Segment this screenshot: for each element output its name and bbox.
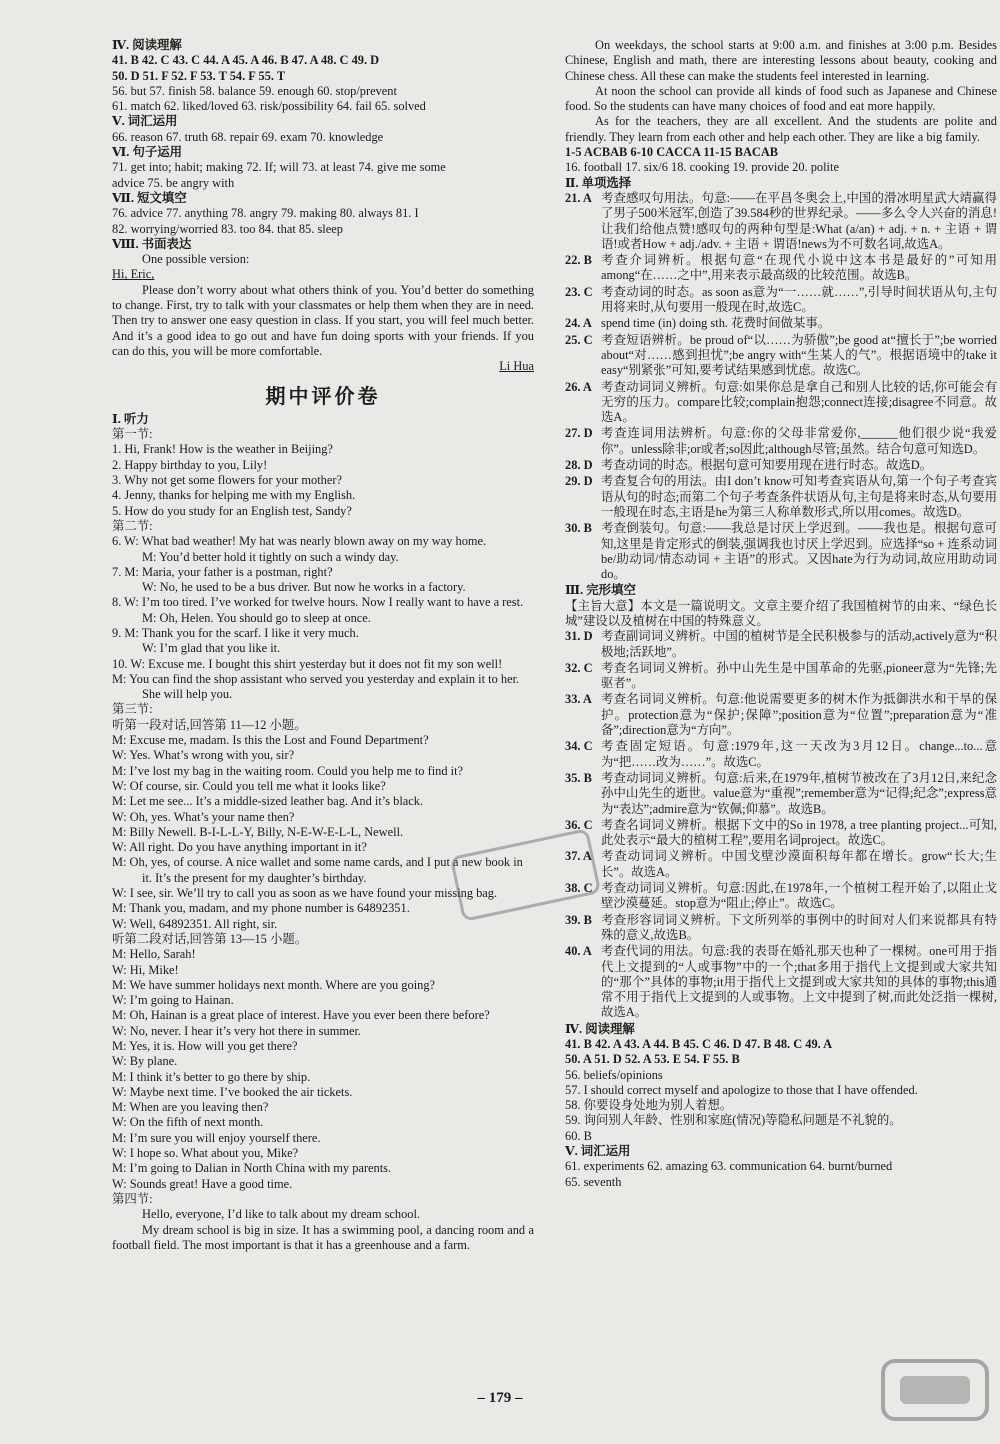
answer-key: 29. D: [565, 474, 593, 489]
transcript-line: M: I think it’s better to go there by ship.: [112, 1069, 311, 1084]
explanation-item: [565, 661, 997, 692]
answer-key-section-bottom: [565, 1022, 997, 1190]
answer-key-section-top: [112, 38, 534, 283]
transcript-line: M: I’ve lost my bag in the waiting room. Could you help me to find it?: [112, 763, 464, 778]
explanation-item: [565, 191, 997, 252]
answer-explanation: 考查感叹句用法。句意:——在平昌冬奥会上,中国的滑冰明星武大靖赢得了男子500米冠军,创造了39.584秒的世界纪录。——多么令人兴奋的消息!让我们给他点赞!感叹句的两种句型是:What (a/an) + adj. + n. + 主语 + 谓语!或者How + adj./adv. + 主语 + 谓语!news为不可数名词,故选A。: [601, 190, 997, 251]
answer-explanation: 考查动词词义辨析。句意:因此,在1978年,一个植树工程开始了,以阻止戈壁沙漠蔓延。stop意为“阻止;停止”。故选C。: [601, 881, 997, 911]
transcript-line: W: I’m going to Hainan.: [112, 993, 234, 1008]
transcript-line: W: I see, sir. We’ll try to call you as soon as we have found your missing bag.: [112, 886, 498, 901]
answer-key: 38. C: [565, 881, 593, 896]
transcript-line: W: Of course, sir. Could you tell me what it looks like?: [112, 778, 386, 793]
answer-explanation: 考查名词词义辨析。根据下文中的So in 1978, a tree planting project...可知,此处表示“最大的植树工程”,要用名词project。故选C。: [601, 817, 997, 848]
answer-key: 23. C: [565, 284, 593, 299]
answer-explanation: 考查形容词词义辨析。下文所列举的事例中的时间对人们来说都具有特殊的意义,故选B。: [601, 912, 997, 942]
answer-line: Ⅵ. 句子运用: [112, 145, 183, 160]
transcript-line: W: I hope so. What about you, Mike?: [112, 1146, 299, 1161]
answer-line: 41. B 42. A 43. A 44. B 45. C 46. D 47. B 48. C 49. A: [565, 1037, 833, 1051]
explanation-item: [565, 818, 997, 849]
transcript-line: 第四节:: [112, 1191, 153, 1206]
explanation-item: [565, 474, 997, 520]
explanation-item: [565, 739, 997, 770]
explanation-item: [565, 913, 997, 944]
explanation-item: [565, 253, 997, 284]
answer-line: 82. worrying/worried 83. too 84. that 85. sleep: [112, 221, 343, 236]
transcript-line: W: Oh, yes. What’s your name then?: [112, 809, 295, 824]
transcript-line: M: Oh, Helen. You should go to sleep at once.: [142, 610, 371, 625]
cloze-explanations: [565, 629, 997, 1020]
transcript-line: W: Yes. What’s wrong with you, sir?: [112, 748, 295, 763]
answer-explanation: 考查倒装句。句意:——我总是讨厌上学迟到。——我也是。根据句意可知,这里是肯定形式的倒装,强调我也讨厌上学迟到。应选择“so + 连系动词be/助动词/情态动词 + 主语”的形式。又因hate为行为动词,故应用助动词do。: [601, 521, 997, 582]
transcript-line: W: By plane.: [112, 1054, 178, 1069]
answer-key: 34. C: [565, 739, 593, 754]
transcript-line: 第二节:: [112, 518, 153, 533]
answer-key: 21. A: [565, 190, 592, 205]
transcript-line: 2. Happy birthday to you, Lily!: [112, 457, 268, 472]
answer-line: 41. B 42. C 43. C 44. A 45. A 46. B 47. A 48. C 49. D: [112, 53, 380, 68]
answer-key: 40. A: [565, 944, 592, 959]
answer-line: Ⅷ. 书面表达: [112, 236, 192, 251]
answer-line: 56. but 57. finish 58. balance 59. enough 60. stop/prevent: [112, 83, 397, 98]
explanation-item: [565, 285, 997, 316]
answer-explanation: 考查动词的时态。根据句意可知要用现在进行时态。故选D。: [601, 458, 933, 473]
answer-line: 50. D 51. F 52. F 53. T 54. F 55. T: [112, 68, 286, 83]
answer-key: 28. D: [565, 458, 593, 473]
transcript-line: M: We have summer holidays next month. Where are you going?: [112, 977, 436, 992]
answer-key: 36. C: [565, 817, 593, 832]
explanation-item: [565, 692, 997, 738]
explanation-item: [565, 380, 997, 426]
dream-school-paragraph: My dream school is big in size. It has a swimming pool, a dancing room and a football field. The most important is that it has a greenhouse and a farm.: [112, 1222, 534, 1252]
answer-line: One possible version:: [142, 252, 250, 267]
answer-line: 65. seventh: [565, 1174, 622, 1189]
explanation-item: [565, 629, 997, 660]
explanation-item: [565, 458, 997, 473]
explanation-item: [565, 316, 997, 331]
transcript-line: W: All right. Do you have anything important in it?: [112, 840, 367, 855]
answer-line: Ⅴ. 词汇运用: [565, 1144, 631, 1159]
answer-line: 57. I should correct myself and apologize to those that I have offended.: [565, 1082, 918, 1097]
listening-transcript: [112, 412, 534, 1223]
answer-explanation: 考查动词词义辨析。句意:后来,在1979年,植树节被改在了3月12日,来纪念孙中山先生的逝世。value意为“重视”;remember意为“记得;纪念”;express意为“表达”;admire意为“钦佩;仰慕”。故选B。: [601, 770, 997, 816]
transcript-line: M: Billy Newell. B-I-L-L-Y, Billy, N-E-W-E-L-L, Newell.: [112, 824, 404, 839]
transcript-line: M: Hello, Sarah!: [112, 947, 196, 962]
answer-key: 27. D: [565, 426, 593, 441]
explanation-item: [565, 849, 997, 880]
answer-line: 50. A 51. D 52. A 53. E 54. F 55. B: [565, 1052, 740, 1067]
answer-line: 60. B: [565, 1128, 592, 1143]
answer-line: 61. experiments 62. amazing 63. communication 64. burnt/burned: [565, 1159, 893, 1174]
answer-line: 76. advice 77. anything 78. angry 79. making 80. always 81. I: [112, 206, 419, 221]
transcript-line: M: Oh, yes, of course. A nice wallet and some name cards, and I put a new book in it. It’s the present for my daughter’s birthday.: [112, 855, 523, 885]
transcript-line: 1. Hi, Frank! How is the weather in Beijing?: [112, 442, 333, 457]
transcript-line: M: I’m going to Dalian in North China with my parents.: [112, 1161, 392, 1176]
left-column: [112, 38, 534, 1253]
answer-key: 32. C: [565, 660, 593, 675]
answer-line: 71. get into; habit; making 72. If; will 73. at least 74. give me some: [112, 160, 446, 175]
transcript-line: 9. M: Thank you for the scarf. I like it very much.: [112, 625, 359, 640]
answer-line: 56. beliefs/opinions: [565, 1067, 663, 1082]
passage-paragraph: As for the teachers, they are all excellent. And the students are polite and friendly. They learn from each other and help each other. They are like a big family.: [565, 114, 997, 144]
transcript-line: M: I’m sure you will enjoy yourself there.: [112, 1130, 321, 1145]
listening-key-line-2: 16. football 17. six/6 18. cooking 19. provide 20. polite: [565, 160, 839, 175]
answer-line: 66. reason 67. truth 68. repair 69. exam 70. knowledge: [112, 129, 384, 144]
answer-explanation: 考查动词词义辨析。句意:如果你总是拿自己和别人比较的话,你可能会有无穷的压力。compare比较;complain抱怨;connect连接;disagree不同意。故选A。: [601, 379, 997, 425]
exam-title: 期中评价卷: [265, 383, 381, 408]
explanation-item: [565, 333, 997, 379]
answer-explanation: 考查短语辨析。be proud of“以……为骄傲”;be good at“擅长于”;be worried about“对……感到担忧”;be angry with“生某人的气”。根据语境中的take it easy“别紧张”可知,要考试结果感到忧虑。故选C。: [601, 332, 997, 378]
letter-signature: Li Hua: [499, 359, 534, 374]
answer-key: 25. C: [565, 332, 593, 347]
right-column: [565, 38, 997, 1190]
transcript-line: 8. W: I’m too tired. I’ve worked for twelve hours. Now I really want to have a rest.: [112, 595, 524, 610]
transcript-line: W: Maybe next time. I’ve booked the air tickets.: [112, 1084, 353, 1099]
transcript-line: Hello, everyone, I’d like to talk about my dream school.: [142, 1207, 421, 1222]
explanation-item: [565, 521, 997, 582]
transcript-line: 听第一段对话,回答第 11—12 小题。: [112, 717, 307, 732]
transcript-line: 6. W: What bad weather! My hat was nearly blown away on my way home.: [112, 534, 487, 549]
cloze-summary: 【主旨大意】本文是一篇说明文。文章主要介绍了我国植树节的由来、“绿色长城”建设以及植树在中国的特殊意义。: [565, 598, 997, 628]
page-number: – 179 –: [477, 1390, 523, 1406]
answer-explanation: 考查名词词义辨析。孙中山先生是中国革命的先驱,pioneer意为“先锋;先驱者”。: [601, 660, 997, 691]
section-heading-single-choice: Ⅱ. 单项选择: [565, 175, 632, 190]
answer-explanation: 考查动词的时态。as soon as意为“一……就……”,引导时间状语从句,主句用将来时,从句要用一般现在时,故选C。: [601, 284, 997, 315]
answer-explanation: 考查连词用法辨析。句意:你的父母非常爱你,______他们很少说“我爱你”。unless除非;or或者;so因此;although尽管;虽然。结合句意可知选D。: [601, 426, 997, 456]
answer-key: 31. D: [565, 629, 593, 644]
transcript-line: M: Yes, it is. How will you get there?: [112, 1039, 298, 1053]
explanation-item: [565, 881, 997, 912]
answer-key: 35. B: [565, 770, 592, 785]
transcript-line: 第三节:: [112, 702, 153, 717]
explanation-item: [565, 426, 997, 457]
section-heading-cloze: Ⅲ. 完形填空: [565, 583, 636, 598]
transcript-line: W: No, he used to be a bus driver. But now he works in a factory.: [142, 580, 466, 595]
transcript-line: W: On the fifth of next month.: [112, 1115, 264, 1130]
passage-paragraph: At noon the school can provide all kinds of food such as Japanese and Chinese food. So the students can have many choices of food and eat more happily.: [565, 83, 997, 114]
transcript-line: M: You’d better hold it tightly on such a windy day.: [142, 549, 399, 564]
explanation-item: [565, 944, 997, 1020]
single-choice-explanations: [565, 191, 997, 582]
passage-paragraph: On weekdays, the school starts at 9:00 a.m. and finishes at 3:00 p.m. Besides Chinese, English and math, there are interesting lessons about beauty, cooking and Chinese chess. All these can make the students feel interested in learning.: [565, 38, 997, 83]
transcript-line: W: Hi, Mike!: [112, 962, 179, 977]
transcript-line: 3. Why not get some flowers for your mother?: [112, 473, 342, 488]
answer-key: 39. B: [565, 912, 592, 927]
answer-line: advice 75. be angry with: [112, 175, 235, 190]
answer-line: Hi, Eric,: [112, 267, 155, 282]
answer-line: 59. 询问别人年龄、性别和家庭(情况)等隐私问题是不礼貌的。: [565, 1113, 902, 1128]
transcript-line: M: Thank you, madam, and my phone number is 64892351.: [112, 901, 410, 916]
answer-line: Ⅳ. 阅读理解: [112, 38, 182, 52]
listening-key-line: 1-5 ACBAB 6-10 CACCA 11-15 BACAB: [565, 145, 779, 160]
answer-key: 37. A: [565, 849, 592, 864]
answer-explanation: 考查固定短语。句意:1979年,这一天改为3月12日。change...to...意为“把……改为……”。故选C。: [601, 739, 997, 769]
transcript-line: 10. W: Excuse me. I bought this shirt yesterday but it does not fit my son well!: [112, 656, 503, 671]
answer-line: Ⅴ. 词汇运用: [112, 114, 178, 129]
transcript-line: 7. M: Maria, your father is a postman, right?: [112, 564, 333, 579]
answer-key: 26. A: [565, 379, 592, 394]
answer-explanation: 考查名词词义辨析。句意:他说需要更多的树木作为抵御洪水和干旱的保护。protection意为“保护;保障”;position意为“位置”;preparation意为“准备”;direction意为“方向”。: [601, 692, 997, 738]
transcript-line: 4. Jenny, thanks for helping me with my English.: [112, 488, 356, 503]
answer-key: 22. B: [565, 253, 592, 268]
transcript-line: W: Sounds great! Have a good time.: [112, 1176, 293, 1191]
transcript-line: 第一节:: [112, 427, 153, 442]
transcript-line: M: You can find the shop assistant who served you yesterday and explain it to her. She will help you.: [112, 671, 520, 702]
transcript-line: W: Well, 64892351. All right, sir.: [112, 916, 278, 931]
answer-explanation: spend time (in) doing sth. 花费时间做某事。: [601, 316, 831, 331]
answer-line: 61. match 62. liked/loved 63. risk/possibility 64. fail 65. solved: [112, 99, 426, 114]
explanation-item: [565, 771, 997, 817]
answer-key: 24. A: [565, 316, 592, 331]
transcript-line: Ⅰ. 听力: [112, 411, 149, 426]
answer-explanation: 考查副词词义辨析。中国的植树节是全民积极参与的活动,actively意为“积极地;活跃地”。: [601, 629, 997, 659]
answer-line: Ⅳ. 阅读理解: [565, 1021, 635, 1036]
dream-school-continued: [565, 38, 997, 145]
transcript-line: M: When are you leaving then?: [112, 1100, 269, 1115]
transcript-line: M: Excuse me, madam. Is this the Lost and Found Department?: [112, 733, 429, 748]
transcript-line: M: Oh, Hainan is a great place of interest. Have you ever been there before?: [112, 1008, 490, 1023]
transcript-line: 听第二段对话,回答第 13—15 小题。: [112, 931, 308, 946]
watermark-logo-icon: [880, 1358, 990, 1422]
transcript-line: W: No, never. I hear it’s very hot there in summer.: [112, 1023, 362, 1038]
answer-key: 33. A: [565, 692, 592, 707]
answer-line: Ⅶ. 短文填空: [112, 190, 187, 205]
answer-explanation: 考查复合句的用法。由I don’t know可知考查宾语从句,第一个句子考查宾语从句的时态;而第二个句子考查条件状语从句,主句是将来时态,从句要用一般现在时态,主语是he为第三人称单数形式,所以用comes。故选D。: [601, 474, 997, 519]
transcript-line: M: Let me see... It’s a middle-sized leather bag. And it’s black.: [112, 794, 424, 809]
answer-key: 30. B: [565, 521, 592, 536]
transcript-line: W: I’m glad that you like it.: [142, 641, 281, 656]
answer-explanation: 考查代词的用法。句意:我的表哥在婚礼那天也种了一棵树。one可用于指代上文提到的“人或事物”中的一个;that多用于指代上文提到或大家共知的“那个”具体的事物;it用于指代上文提到或大家共知的具体的事物;this通常不用于指代上文提到的人或事物。上文中提到了树,而此处泛指一棵树,故选A。: [601, 944, 997, 1020]
letter-body: Please don’t worry about what others think of you. You’d better do something to change. First, try to talk with your classmates or help them when they are in need. Then try to answer one easy question in class. If you start, you will feel much better. And it’s a good idea to go out and have fun doing sports with your friends. If you can do this, you will be more comfortable.: [112, 282, 534, 358]
answer-explanation: 考查介词辨析。根据句意“在现代小说中这本书是最好的”可知用among“在……之中”,用来表示最高级的比较范围。故选B。: [601, 253, 997, 283]
transcript-line: 5. How do you study for an English test, Sandy?: [112, 503, 352, 518]
answer-explanation: 考查动词词义辨析。中国戈壁沙漠面积每年都在增长。grow“长大;生长”。故选A。: [601, 849, 997, 879]
answer-line: 58. 你要设身处地为别人着想。: [565, 1098, 733, 1113]
